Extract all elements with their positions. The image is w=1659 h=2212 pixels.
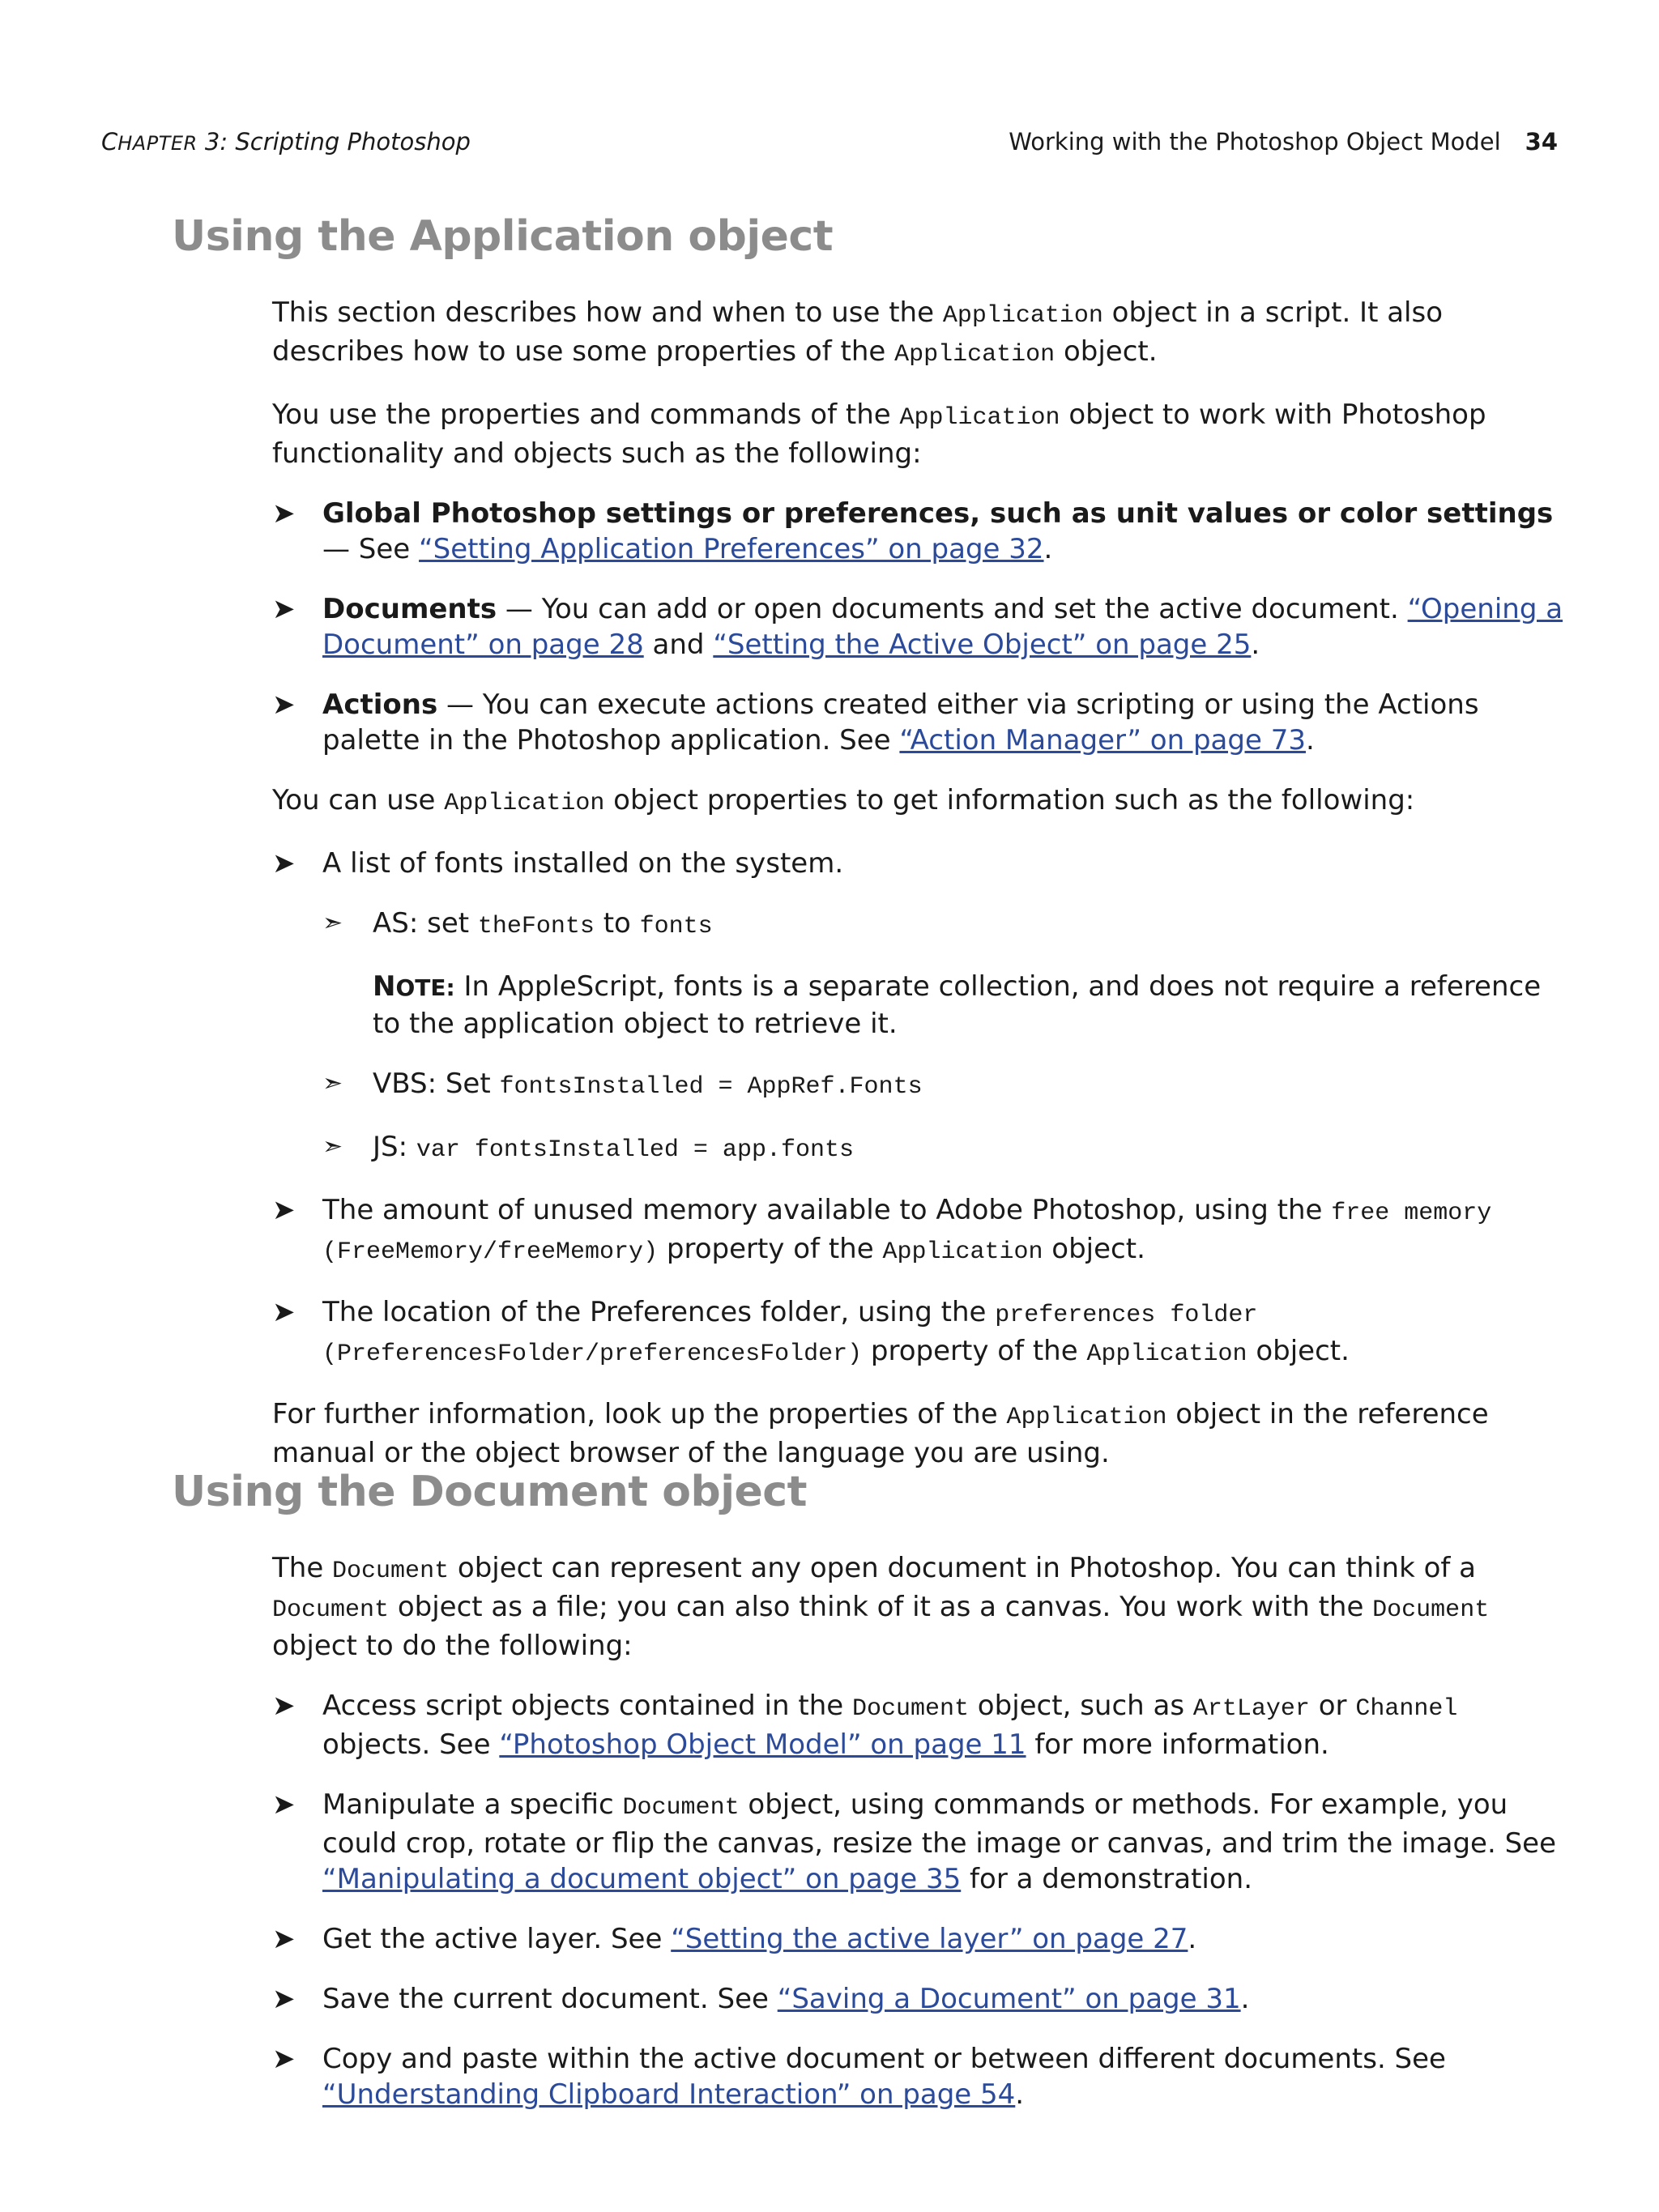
list-item: ➤ Copy and paste within the active document or between different documents. See “Understanding Clipboard Interaction” on page 54. bbox=[272, 2043, 1446, 2111]
link-setting-active-object[interactable]: “Setting the Active Object” on page 25 bbox=[713, 629, 1252, 661]
paragraph: You can use Application object properties to get information such as the following: bbox=[272, 784, 1415, 817]
sub-list-item: ➣ VBS: Set fontsInstalled = AppRef.Fonts bbox=[322, 1068, 923, 1101]
list-item: ➤ Actions — You can execute actions created either via scripting or using the Actions palette in the Photoshop application. See “Action Manager” on page 73. bbox=[272, 688, 1479, 757]
arrow-bullet-icon: ➤ bbox=[272, 1923, 296, 1955]
list-item: ➤ The location of the Preferences folder, using the preferences folder (PreferencesFolder/preferencesFolder) property of the Application object. bbox=[272, 1296, 1350, 1368]
list-item: ➤ Save the current document. See “Saving a Document” on page 31. bbox=[272, 1983, 1250, 2015]
list-item: ➤ The amount of unused memory available to Adobe Photoshop, using the free memory (FreeMemory/freeMemory) property of the Application object. bbox=[272, 1194, 1492, 1266]
link-understanding-clipboard-interaction[interactable]: “Understanding Clipboard Interaction” on page 54 bbox=[322, 2078, 1016, 2111]
running-header bbox=[101, 128, 1558, 156]
paragraph: This section describes how and when to use the Application object in a script. It also describes how to use some properties of the Application object. bbox=[272, 296, 1444, 369]
arrow-bullet-icon: ➤ bbox=[272, 2043, 296, 2075]
heading-application-object: Using the Application object bbox=[172, 212, 834, 261]
section-application-body bbox=[272, 295, 1568, 1495]
sub-list-item: ➣ JS: var fontsInstalled = app.fonts bbox=[322, 1131, 854, 1164]
link-setting-active-layer[interactable]: “Setting the active layer” on page 27 bbox=[671, 1923, 1188, 1955]
arrow-bullet-icon: ➤ bbox=[272, 1296, 296, 1328]
list-item: ➤ A list of fonts installed on the system. bbox=[272, 847, 844, 880]
link-photoshop-object-model[interactable]: “Photoshop Object Model” on page 11 bbox=[499, 1728, 1026, 1761]
note-label: NOTE: bbox=[373, 970, 455, 1003]
link-manipulating-document-object[interactable]: “Manipulating a document object” on page 35 bbox=[322, 1863, 962, 1895]
note: NOTE: In AppleScript, fonts is a separate collection, and does not require a reference to the application object to retrieve it. bbox=[373, 970, 1542, 1040]
arrow-bullet-icon: ➤ bbox=[272, 1788, 296, 1821]
list-item: ➤ Global Photoshop settings or preferences, such as unit values or color settings — See “Setting Application Preferences” on page 32. bbox=[272, 497, 1554, 565]
list-item: ➤ Manipulate a specific Document object, using commands or methods. For example, you could crop, rotate or flip the canvas, resize the image or canvas, and trim the image. See “Manipulating a document object” on page 35 for a demonstration. bbox=[272, 1788, 1557, 1895]
chapter-title: CHAPTER 3: Scripting Photoshop bbox=[101, 128, 471, 156]
link-action-manager[interactable]: “Action Manager” on page 73 bbox=[899, 724, 1306, 757]
paragraph: You use the properties and commands of the Application object to work with Photoshop functionality and objects such as the following: bbox=[272, 399, 1486, 470]
sub-list-item: ➣ AS: set theFonts to fonts bbox=[322, 907, 713, 940]
section-document-body bbox=[272, 1550, 1568, 2137]
arrow-bullet-icon: ➤ bbox=[272, 688, 296, 721]
sub-arrow-bullet-icon: ➣ bbox=[322, 1132, 343, 1161]
arrow-bullet-icon: ➤ bbox=[272, 1194, 296, 1226]
sub-arrow-bullet-icon: ➣ bbox=[322, 909, 343, 937]
list-item: ➤ Access script objects contained in the Document object, such as ArtLayer or Channel objects. See “Photoshop Object Model” on page 11 for more information. bbox=[272, 1690, 1458, 1761]
link-opening-a-document[interactable]: “Opening a Document” on page 28 bbox=[322, 593, 1563, 661]
link-saving-a-document[interactable]: “Saving a Document” on page 31 bbox=[777, 1983, 1241, 2015]
link-setting-application-preferences[interactable]: “Setting Application Preferences” on page 32 bbox=[419, 533, 1044, 565]
section-title: Working with the Photoshop Object Model 34 bbox=[1009, 128, 1558, 156]
arrow-bullet-icon: ➤ bbox=[272, 497, 296, 530]
arrow-bullet-icon: ➤ bbox=[272, 847, 296, 880]
heading-document-object: Using the Document object bbox=[172, 1468, 807, 1516]
arrow-bullet-icon: ➤ bbox=[272, 1983, 296, 2015]
paragraph: For further information, look up the properties of the Application object in the reference manual or the object browser of the language you are using. bbox=[272, 1398, 1489, 1469]
list-item: ➤ Get the active layer. See “Setting the active layer” on page 27. bbox=[272, 1923, 1197, 1955]
paragraph: The Document object can represent any open document in Photoshop. You can think of a Document object as a file; you can also think of it as a canvas. You work with the Document object to do the following: bbox=[272, 1552, 1490, 1662]
arrow-bullet-icon: ➤ bbox=[272, 593, 296, 625]
sub-arrow-bullet-icon: ➣ bbox=[322, 1069, 343, 1097]
arrow-bullet-icon: ➤ bbox=[272, 1690, 296, 1722]
list-item: ➤ Documents — You can add or open documents and set the active document. “Opening a Document” on page 28 and “Setting the Active Object” on page 25. bbox=[272, 593, 1563, 661]
page-number: 34 bbox=[1525, 128, 1558, 156]
